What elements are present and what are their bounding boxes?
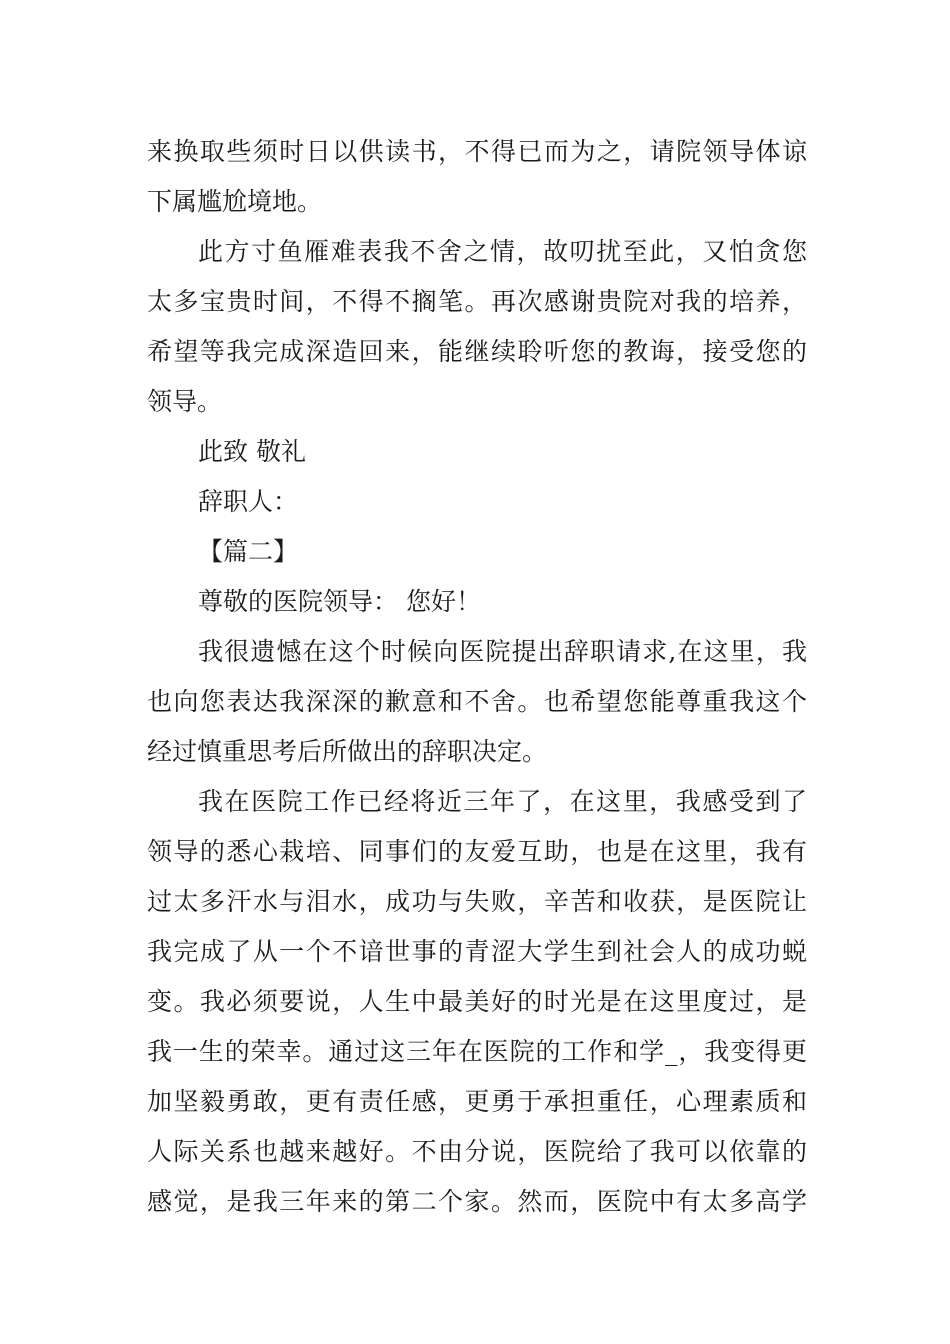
greeting-line: 尊敬的医院领导： 您好！	[198, 587, 481, 616]
text-line: 过太多汗水与泪水，成功与失败，辛苦和收获，是医院让	[147, 887, 807, 916]
text-line: 我一生的荣幸。通过这三年在医院的工作和学_，我变得更	[147, 1037, 807, 1066]
document-body	[147, 127, 807, 1227]
text-line: 也向您表达我深深的歉意和不舍。也希望您能尊重我这个	[147, 687, 807, 716]
text-line: 下属尴尬境地。	[147, 187, 323, 216]
text-line: 我完成了从一个不谙世事的青涩大学生到社会人的成功蜕	[147, 937, 807, 966]
text-line: 经过慎重思考后所做出的辞职决定。	[147, 737, 548, 766]
closing-salutation: 此致 敬礼	[198, 437, 306, 466]
text-line: 领导的悉心栽培、同事们的友爱互助，也是在这里，我有	[147, 837, 807, 866]
text-line: 加坚毅勇敢，更有责任感，更勇于承担重任，心理素质和	[147, 1087, 807, 1116]
text-line: 希望等我完成深造回来，能继续聆听您的教诲，接受您的	[147, 337, 807, 366]
paragraph-start-line: 我很遗憾在这个时候向医院提出辞职请求,在这里，我	[198, 637, 807, 666]
text-line: 领导。	[147, 387, 223, 416]
text-line: 人际关系也越来越好。不由分说，医院给了我可以依靠的	[147, 1137, 807, 1166]
paragraph-start-line: 此方寸鱼雁难表我不舍之情，故叨扰至此，又怕贪您	[198, 237, 807, 266]
text-line: 感觉，是我三年来的第二个家。然而，医院中有太多高学	[147, 1187, 807, 1216]
section-heading: 【篇二】	[198, 537, 299, 566]
text-line: 太多宝贵时间，不得不搁笔。再次感谢贵院对我的培养，	[147, 287, 807, 316]
signature-label: 辞职人：	[198, 487, 299, 516]
paragraph-start-line: 我在医院工作已经将近三年了，在这里，我感受到了	[198, 787, 807, 816]
text-line: 来换取些须时日以供读书，不得已而为之，请院领导体谅	[147, 137, 807, 166]
text-line: 变。我必须要说，人生中最美好的时光是在这里度过，是	[147, 987, 807, 1016]
